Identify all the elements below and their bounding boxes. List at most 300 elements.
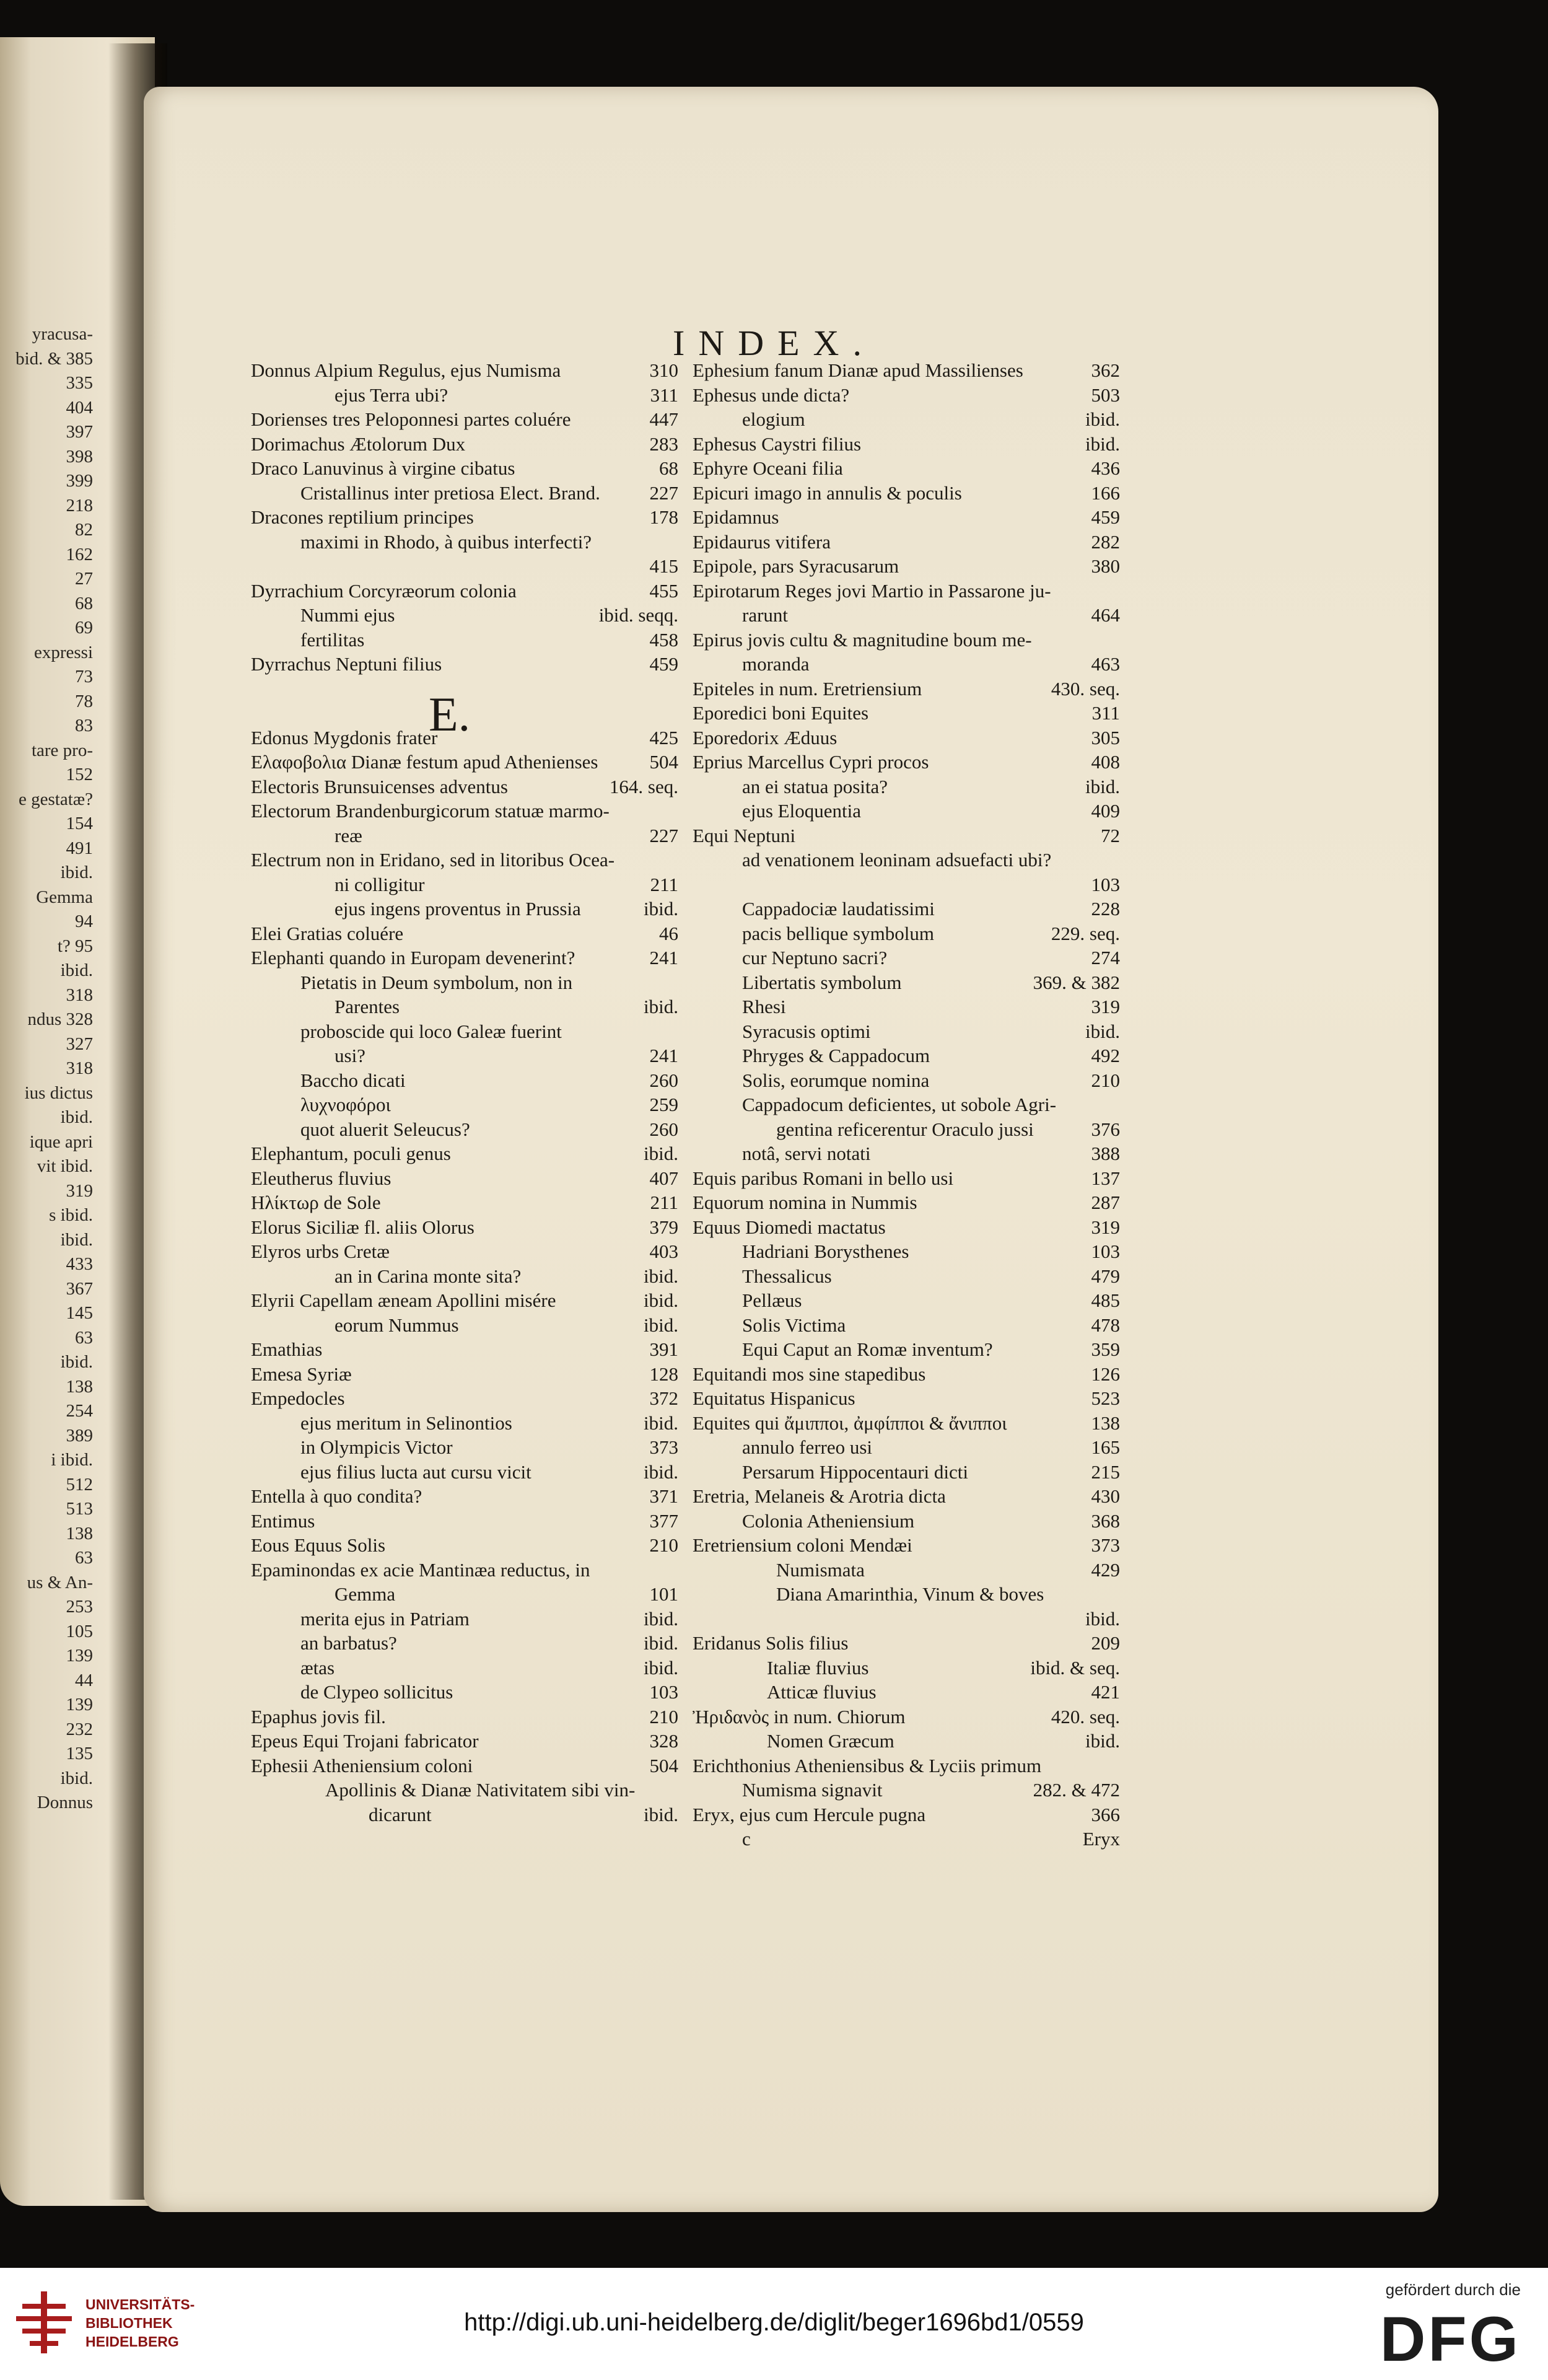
entry-page-ref: 46 — [659, 922, 678, 944]
entry-term: Eridanus Solis filius — [693, 1632, 849, 1654]
facing-page-line: 138 — [66, 1523, 93, 1543]
facing-page-line: 63 — [75, 1327, 93, 1348]
facing-page-line: 367 — [66, 1278, 93, 1299]
permalink-url[interactable]: http://digi.ub.uni-heidelberg.de/diglit/beger1696bd1/0559 — [464, 2309, 1084, 2336]
facing-page-line: 399 — [66, 471, 93, 491]
entry-term: Epiteles in num. Eretriensium — [693, 677, 922, 700]
facing-page-line: 138 — [66, 1376, 93, 1397]
institution-line: BIBLIOTHEK — [85, 2315, 173, 2331]
entry-page-ref: ibid. — [1085, 408, 1120, 430]
entry-term: ejus meritum in Selinontios — [300, 1412, 512, 1434]
index-entry — [251, 678, 678, 703]
index-entry — [251, 1485, 678, 1510]
entry-term: Epidamnus — [693, 506, 779, 528]
index-entry — [693, 1534, 1120, 1559]
facing-page-line: 145 — [66, 1303, 93, 1323]
entry-page-ref: 103 — [649, 1681, 678, 1703]
facing-page-line: 83 — [75, 716, 93, 736]
entry-term: Epirus jovis cultu & magnitudine boum me- — [693, 628, 1032, 651]
entry-term: Dorienses tres Peloponnesi partes coluére — [251, 408, 571, 430]
entry-term: Ephyre Oceani filia — [693, 457, 843, 479]
entry-page-ref: ibid. — [644, 1460, 678, 1483]
index-entry — [251, 751, 678, 776]
entry-term: Donnus Alpium Regulus, ejus Numisma — [251, 359, 561, 381]
index-entry — [251, 1240, 678, 1265]
entry-term: Solis, eorumque nomina — [742, 1069, 930, 1091]
index-entry — [251, 1363, 678, 1388]
index-entry — [693, 1045, 1120, 1069]
facing-page-line: t? 95 — [57, 936, 93, 956]
index-entry — [251, 996, 678, 1021]
entry-page-ref: ibid. — [644, 1607, 678, 1630]
entry-page-ref: ibid. — [644, 1289, 678, 1311]
entry-page-ref: 260 — [649, 1118, 678, 1140]
entry-page-ref: 373 — [1091, 1534, 1120, 1556]
entry-term: cur Neptuno sacri? — [742, 947, 888, 968]
facing-page-line: 162 — [66, 544, 93, 564]
entry-page-ref: 210 — [1091, 1069, 1120, 1091]
entry-term: Epicuri imago in annulis & poculis — [693, 481, 962, 504]
facing-page-line: 152 — [66, 765, 93, 784]
index-entry — [251, 923, 678, 947]
index-entry — [693, 1021, 1120, 1045]
institution-line: UNIVERSITÄTS- — [85, 2296, 195, 2312]
entry-page-ref: 229. seq. — [1051, 922, 1120, 944]
entry-page-ref: 391 — [649, 1338, 678, 1360]
entry-page-ref: 430. seq. — [1051, 677, 1120, 700]
entry-term: usi? — [335, 1045, 365, 1066]
entry-term: Ephesus Caystri filius — [693, 433, 862, 455]
entry-term: Eretria, Melaneis & Arotria dicta — [693, 1485, 946, 1507]
entry-page-ref: ibid. seqq. — [598, 604, 678, 626]
index-entry — [251, 1559, 678, 1584]
entry-page-ref: 408 — [1091, 751, 1120, 773]
index-entry — [251, 1338, 678, 1363]
entry-term: Epidaurus vitifera — [693, 530, 831, 553]
entry-page-ref: ibid. — [644, 996, 678, 1017]
entry-page-ref: 211 — [650, 1192, 678, 1213]
index-entry — [251, 825, 678, 850]
entry-page-ref: 459 — [1091, 506, 1120, 528]
entry-page-ref: 504 — [649, 751, 678, 773]
facing-page-line: ibid. — [60, 1768, 93, 1788]
facing-page-line: 218 — [66, 495, 93, 516]
entry-term: maximi in Rhodo, à quibus interfecti? — [300, 530, 592, 553]
entry-page-ref: 227 — [649, 481, 678, 504]
index-entry — [251, 1461, 678, 1486]
index-entry — [693, 800, 1120, 825]
entry-page-ref: ibid. — [644, 1143, 678, 1164]
facing-page-line: 398 — [66, 446, 93, 467]
entry-page-ref: 380 — [1091, 555, 1120, 577]
facing-page-line: 318 — [66, 1058, 93, 1078]
entry-term: Persarum Hippocentauri dicti — [742, 1460, 969, 1483]
index-entry — [693, 1412, 1120, 1437]
index-entry — [693, 1436, 1120, 1461]
entry-page-ref: 319 — [1091, 1216, 1120, 1238]
facing-page-line: 232 — [66, 1719, 93, 1739]
entry-term: ni colligitur — [335, 873, 425, 895]
index-entry — [693, 1363, 1120, 1388]
facing-page-line: 73 — [75, 667, 93, 687]
entry-page-ref: 241 — [649, 1045, 678, 1066]
entry-term: Baccho dicati — [300, 1069, 406, 1091]
entry-term: ætas — [300, 1656, 335, 1679]
entry-page-ref: 504 — [649, 1754, 678, 1776]
facing-page-line: 254 — [66, 1401, 93, 1421]
entry-page-ref: 372 — [649, 1387, 678, 1409]
entry-page-ref: 311 — [650, 384, 678, 406]
entry-term: Rhesi — [742, 996, 786, 1017]
index-entry — [251, 800, 678, 825]
facing-page-line: yracusa- — [32, 324, 93, 344]
entry-page-ref: 523 — [1091, 1387, 1120, 1409]
index-entry — [251, 1779, 678, 1804]
entry-term: Emesa Syriæ — [251, 1363, 352, 1385]
index-entry — [251, 972, 678, 996]
entry-page-ref: ibid. — [1085, 775, 1120, 797]
index-entry — [251, 1412, 678, 1437]
index-entry — [693, 849, 1120, 874]
entry-page-ref: ibid. — [1085, 1730, 1120, 1752]
entry-page-ref: 68 — [659, 457, 678, 479]
index-entry — [693, 874, 1120, 898]
entry-page-ref: 259 — [649, 1094, 678, 1115]
entry-page-ref: 479 — [1091, 1265, 1120, 1287]
index-entry — [251, 1436, 678, 1461]
entry-page-ref: 138 — [1091, 1412, 1120, 1434]
facing-page-line: 68 — [75, 593, 93, 613]
entry-term: Elei Gratias coluére — [251, 922, 404, 944]
entry-term: Entimus — [251, 1509, 315, 1532]
index-entry — [693, 702, 1120, 727]
entry-page-ref: ibid. — [1085, 1020, 1120, 1042]
facing-page-line: ique apri — [29, 1131, 93, 1152]
entry-page-ref: 260 — [649, 1069, 678, 1091]
index-entry — [251, 1755, 678, 1780]
index-entry — [693, 1510, 1120, 1535]
entry-term: Pellæus — [742, 1289, 802, 1311]
entry-term: moranda — [742, 653, 810, 675]
facing-page-line: 94 — [75, 911, 93, 931]
index-entry — [251, 1730, 678, 1755]
index-entry — [251, 1314, 678, 1339]
entry-term: Cappadociæ laudatissimi — [742, 898, 935, 920]
facing-page-line: 82 — [75, 520, 93, 540]
entry-term: Diana Amarinthia, Vinum & boves — [776, 1583, 1044, 1605]
entry-term: Syracusis optimi — [742, 1020, 871, 1042]
facing-page-line: 253 — [66, 1597, 93, 1617]
entry-page-ref: 305 — [1091, 726, 1120, 749]
facing-page-line: ius dictus — [24, 1082, 93, 1103]
entry-term: dicarunt — [369, 1803, 432, 1825]
entry-page-ref: ibid. & seq. — [1030, 1656, 1120, 1679]
entry-term: in Olympicis Victor — [300, 1436, 453, 1458]
entry-term: ejus filius lucta aut cursu vicit — [300, 1460, 531, 1483]
entry-term: Pietatis in Deum symbolum, non in — [300, 971, 573, 993]
index-entry — [251, 1706, 678, 1731]
facing-page-line: Gemma — [36, 887, 93, 907]
facing-page-line: tare pro- — [31, 740, 93, 760]
entry-page-ref: 319 — [1091, 996, 1120, 1017]
index-entry — [693, 1706, 1120, 1731]
facing-page-line: bid. & 385 — [15, 348, 93, 369]
index-entry — [251, 1167, 678, 1192]
index-entry — [693, 653, 1120, 678]
entry-page-ref: 459 — [649, 653, 678, 675]
index-entry — [693, 629, 1120, 654]
index-entry — [693, 580, 1120, 605]
entry-term: an ei statua posita? — [742, 775, 888, 797]
entry-term: Ephesii Atheniensium coloni — [251, 1754, 473, 1776]
facing-page-line: 135 — [66, 1744, 93, 1763]
facing-page-line: s ibid. — [49, 1205, 93, 1225]
index-entry — [251, 874, 678, 898]
index-entry — [693, 1730, 1120, 1755]
entry-term: gentina reficerentur Oraculo jussi — [776, 1118, 1034, 1140]
entry-term: Elephanti quando in Europam devenerint? — [251, 947, 575, 968]
index-entry — [693, 384, 1120, 409]
entry-term: Epaminondas ex acie Mantinæa reductus, in — [251, 1558, 590, 1581]
entry-page-ref: 420. seq. — [1051, 1705, 1120, 1728]
entry-page-ref: 311 — [1091, 702, 1120, 724]
index-entry — [251, 1094, 678, 1118]
index-entry — [251, 1510, 678, 1535]
facing-page-line: i ibid. — [51, 1450, 93, 1470]
facing-page-line: 404 — [66, 397, 93, 418]
index-entry — [693, 1387, 1120, 1412]
index-entry — [693, 825, 1120, 850]
entry-page-ref: 72 — [1101, 824, 1120, 846]
entry-term: c — [742, 1828, 751, 1850]
entry-page-ref: 282. & 472 — [1033, 1779, 1120, 1801]
institution-line: HEIDELBERG — [85, 2334, 179, 2350]
index-entry — [251, 580, 678, 605]
entry-term: Equitatus Hispanicus — [693, 1387, 855, 1409]
index-entry — [251, 457, 678, 482]
index-entry — [693, 1681, 1120, 1706]
facing-page-line: ibid. — [60, 1229, 93, 1250]
index-entry — [251, 1143, 678, 1167]
index-entry — [693, 678, 1120, 703]
entry-term: Emathias — [251, 1338, 323, 1360]
index-entry — [693, 1192, 1120, 1216]
entry-term: Dorimachus Ætolorum Dux — [251, 433, 466, 455]
entry-page-ref: 209 — [1091, 1632, 1120, 1654]
facing-page-line: ndus 328 — [27, 1009, 93, 1029]
facing-page-line: 513 — [66, 1499, 93, 1519]
entry-page-ref: ibid. — [644, 1412, 678, 1434]
entry-page-ref: 282 — [1091, 530, 1120, 553]
facing-page-line: expressi — [33, 642, 93, 662]
facing-page-line: 139 — [66, 1646, 93, 1666]
index-entry — [693, 996, 1120, 1021]
entry-page-ref: 241 — [649, 947, 678, 968]
index-entry — [251, 1021, 678, 1045]
section-letter: E. — [429, 687, 471, 741]
entry-term: elogium — [742, 408, 805, 430]
index-entry — [251, 555, 678, 580]
entry-term: Dracones reptilium principes — [251, 506, 474, 528]
entry-term: Ελαφοβολια Dianæ festum apud Athenienses — [251, 751, 598, 773]
entry-page-ref: 371 — [649, 1485, 678, 1507]
index-entry — [251, 506, 678, 531]
funding-label: gefördert durch die — [1385, 2280, 1521, 2299]
entry-term: pacis bellique symbolum — [742, 922, 934, 944]
entry-term: Phryges & Cappadocum — [742, 1045, 930, 1066]
entry-term: Colonia Atheniensium — [742, 1509, 915, 1532]
entry-term: Numisma signavit — [742, 1779, 883, 1801]
index-entry — [693, 1069, 1120, 1094]
entry-page-ref: 165 — [1091, 1436, 1120, 1458]
entry-page-ref: 103 — [1091, 873, 1120, 895]
entry-page-ref: 425 — [649, 726, 678, 749]
facing-page-line: 389 — [66, 1425, 93, 1446]
entry-page-ref: 359 — [1091, 1338, 1120, 1360]
index-entry — [251, 1387, 678, 1412]
entry-page-ref: 373 — [649, 1436, 678, 1458]
facing-page-line: 512 — [66, 1474, 93, 1495]
facing-page-text — [0, 322, 104, 1816]
entry-page-ref: ibid. — [644, 1314, 678, 1336]
index-entry — [693, 531, 1120, 556]
entry-page-ref: 369. & 382 — [1033, 971, 1120, 993]
index-entry — [693, 947, 1120, 972]
entry-page-ref: ibid. — [644, 1632, 678, 1654]
entry-page-ref: 429 — [1091, 1558, 1120, 1581]
entry-term: Draco Lanuvinus à virgine cibatus — [251, 457, 515, 479]
index-entry — [693, 727, 1120, 752]
entry-term: Nomen Græcum — [767, 1730, 894, 1752]
index-entry — [251, 653, 678, 678]
entry-page-ref: 101 — [649, 1583, 678, 1605]
facing-page-line: us & An- — [27, 1572, 93, 1592]
index-entry — [693, 1240, 1120, 1265]
entry-term: de Clypeo sollicitus — [300, 1681, 453, 1703]
index-entry — [693, 1167, 1120, 1192]
facing-page-line: 327 — [66, 1034, 93, 1054]
entry-term: Ephesium fanum Dianæ apud Massilienses — [693, 359, 1023, 381]
entry-page-ref: 310 — [649, 359, 678, 381]
entry-term: Equis paribus Romani in bello usi — [693, 1167, 954, 1189]
entry-page-ref: 137 — [1091, 1167, 1120, 1189]
facing-page-line: ibid. — [60, 1352, 93, 1372]
entry-page-ref: 210 — [649, 1534, 678, 1556]
index-entry — [693, 923, 1120, 947]
index-entry — [693, 1216, 1120, 1241]
entry-term: Thessalicus — [742, 1265, 832, 1287]
entry-page-ref: 458 — [649, 628, 678, 651]
index-entry — [693, 1828, 1120, 1853]
entry-term: Elephantum, poculi genus — [251, 1143, 451, 1164]
index-entry — [693, 1632, 1120, 1657]
entry-page-ref: 447 — [649, 408, 678, 430]
entry-page-ref: 403 — [649, 1240, 678, 1262]
entry-term: Eous Equus Solis — [251, 1534, 386, 1556]
index-entry — [693, 1583, 1120, 1608]
dfg-logo[interactable]: DFG — [1380, 2304, 1521, 2374]
index-entry — [251, 1069, 678, 1094]
facing-page-line: 318 — [66, 985, 93, 1005]
index-entry — [693, 1461, 1120, 1486]
index-entry — [251, 776, 678, 801]
facing-page-line: 69 — [75, 618, 93, 638]
index-entry — [251, 482, 678, 507]
entry-page-ref: 287 — [1091, 1192, 1120, 1213]
entry-page-ref: 436 — [1091, 457, 1120, 479]
index-entry — [251, 849, 678, 874]
entry-term: Dyrrachus Neptuni filius — [251, 653, 442, 675]
entry-page-ref: 430 — [1091, 1485, 1120, 1507]
index-entry — [251, 1608, 678, 1633]
entry-page-ref: 478 — [1091, 1314, 1120, 1336]
index-entry — [251, 1289, 678, 1314]
index-entry — [693, 1804, 1120, 1829]
entry-page-ref: 166 — [1091, 481, 1120, 504]
index-entry — [693, 1608, 1120, 1633]
entry-term: Eprius Marcellus Cypri procos — [693, 751, 929, 773]
index-entry — [693, 555, 1120, 580]
index-entry — [693, 482, 1120, 507]
entry-term: ejus Eloquentia — [742, 800, 861, 822]
facing-page-line: e gestatæ? — [19, 789, 93, 809]
index-entry — [693, 1657, 1120, 1682]
index-entry — [693, 1314, 1120, 1339]
entry-page-ref: 455 — [649, 579, 678, 602]
entry-term: Cappadocum deficientes, ut sobole Agri- — [742, 1094, 1057, 1115]
entry-term: Cristallinus inter pretiosa Elect. Brand. — [300, 481, 600, 504]
entry-term: Empedocles — [251, 1387, 345, 1409]
entry-page-ref: 377 — [649, 1509, 678, 1532]
entry-term: Equi Caput an Romæ inventum? — [742, 1338, 993, 1360]
facing-page-line: 433 — [66, 1254, 93, 1274]
index-entry — [693, 898, 1120, 923]
entry-page-ref: ibid. — [1085, 1607, 1120, 1630]
entry-page-ref: 409 — [1091, 800, 1120, 822]
index-entry — [693, 1143, 1120, 1167]
entry-term: Parentes — [335, 996, 400, 1017]
index-entry — [693, 751, 1120, 776]
entry-term: Ηλίκτωρ de Sole — [251, 1192, 381, 1213]
index-entry — [251, 1045, 678, 1069]
facing-page-line: ibid. — [60, 960, 93, 980]
entry-term: Elorus Siciliæ fl. aliis Olorus — [251, 1216, 474, 1238]
entry-term: Numismata — [776, 1558, 865, 1581]
index-entry — [251, 898, 678, 923]
index-entry — [251, 1804, 678, 1829]
entry-term: Ephesus unde dicta? — [693, 384, 850, 406]
entry-page-ref: 485 — [1091, 1289, 1120, 1311]
entry-term: Elyrii Capellam æneam Apollini misére — [251, 1289, 556, 1311]
index-entry — [251, 384, 678, 409]
entry-term: reæ — [335, 824, 362, 846]
entry-term: merita ejus in Patriam — [300, 1607, 470, 1630]
entry-page-ref: ibid. — [644, 898, 678, 920]
entry-term: Equus Diomedi mactatus — [693, 1216, 886, 1238]
entry-term: Epirotarum Reges jovi Martio in Passarone ju- — [693, 579, 1051, 602]
entry-page-ref: 366 — [1091, 1803, 1120, 1825]
entry-term: Hadriani Borysthenes — [742, 1240, 909, 1262]
facing-page-line: 78 — [75, 691, 93, 711]
index-entry — [251, 1534, 678, 1559]
index-entry — [693, 1094, 1120, 1118]
entry-page-ref: 503 — [1091, 384, 1120, 406]
entry-term: proboscide qui loco Galeæ fuerint — [300, 1020, 562, 1042]
entry-term: Italiæ fluvius — [767, 1656, 869, 1679]
entry-term: Libertatis symbolum — [742, 971, 902, 993]
entry-term: an barbatus? — [300, 1632, 397, 1654]
index-entry — [693, 1338, 1120, 1363]
